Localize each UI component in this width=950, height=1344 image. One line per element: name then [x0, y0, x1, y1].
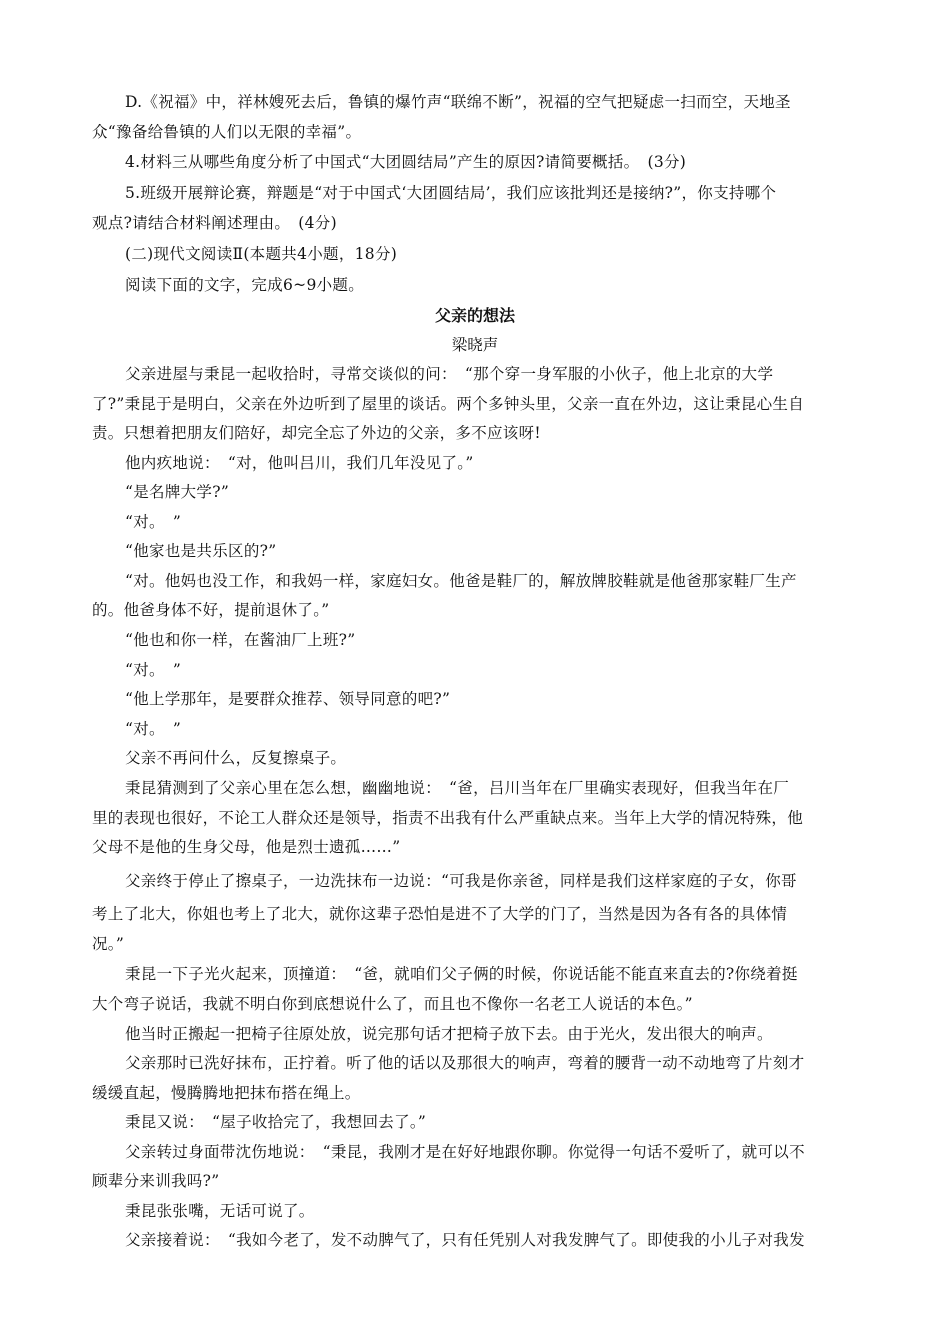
article-line: “他上学那年，是要群众推荐、领导同意的吧?” [125, 690, 451, 708]
article-line: 况。” [92, 935, 125, 953]
option-d-line-2: 众“豫备给鲁镇的人们以无限的幸福”。 [92, 123, 362, 141]
article-title: 父亲的想法 [434, 306, 515, 325]
article-line: 父亲进屋与秉昆一起收拾时，寻常交谈似的问： “那个穿一身军服的小伙子，他上北京的大学 [125, 365, 774, 383]
article-line: 父亲接着说： “我如今老了，发不动脾气了，只有任凭别人对我发脾气了。即使我的小儿子对我发 [125, 1231, 805, 1249]
article-author: 梁晓声 [451, 336, 499, 354]
article-line: 考上了北大，你姐也考上了北大，就你这辈子恐怕是进不了大学的门了，当然是因为各有各的具体情 [92, 905, 788, 923]
article-line: 了?”秉昆于是明白，父亲在外边听到了屋里的谈话。两个多钟头里，父亲一直在外边，这让秉昆心生自 [92, 395, 805, 413]
article-line: “对。 ” [125, 513, 182, 531]
article-line: 秉昆一下子光火起来，顶撞道： “爸，就咱们父子俩的时候，你说话能不能直来直去的?你绕着挺 [125, 965, 798, 983]
article-line: “对。 ” [125, 661, 182, 679]
article-line: 秉昆猜测到了父亲心里在怎么想，幽幽地说： “爸，吕川当年在厂里确实表现好，但我当年在厂 [125, 779, 790, 797]
article-line: “对。他妈也没工作，和我妈一样，家庭妇女。他爸是鞋厂的，解放牌胶鞋就是他爸那家鞋厂生产 [125, 572, 797, 590]
question-5-line-2: 观点?请结合材料阐述理由。 (4分) [92, 214, 337, 232]
article-line: 秉昆又说： “屋子收拾完了，我想回去了。” [125, 1113, 427, 1131]
question-4: 4.材料三从哪些角度分析了中国式“大团圆结局”产生的原因?请简要概括。 (3分) [125, 153, 687, 171]
article-line: 父母不是他的生身父母，他是烈士遗孤……” [92, 838, 401, 856]
article-line: 秉昆张张嘴，无话可说了。 [125, 1202, 315, 1220]
article-line: “他也和你一样，在酱油厂上班?” [125, 631, 356, 649]
article-line: 缓缓直起，慢腾腾地把抹布搭在绳上。 [92, 1084, 361, 1102]
article-line: 里的表现也很好，不论工人群众还是领导，指责不出我有什么严重缺点来。当年上大学的情况特殊，他 [92, 809, 804, 827]
section-heading: (二)现代文阅读Ⅱ(本题共4小题，18分) [125, 245, 398, 263]
article-line: 父亲不再问什么，反复擦桌子。 [125, 749, 347, 767]
option-d-line-1: D.《祝福》中，祥林嫂死去后，鲁镇的爆竹声“联绵不断”，祝福的空气把疑虑一扫而空，天地圣 [125, 93, 791, 111]
article-line: “是名牌大学?” [125, 483, 230, 501]
article-line: 责。只想着把朋友们陪好，却完全忘了外边的父亲，多不应该呀! [92, 424, 541, 442]
article-line: 顾辈分来训我吗?” [92, 1172, 220, 1190]
article-line: 父亲转过身面带沈伤地说： “秉昆，我刚才是在好好地跟你聊。你觉得一句话不爱听了，就可以不 [125, 1143, 805, 1161]
article-line: “他家也是共乐区的?” [125, 542, 277, 560]
article-line: 父亲那时已洗好抹布，正拧着。听了他的话以及那很大的响声，弯着的腰背一动不动地弯了片刻才 [125, 1054, 805, 1072]
article-line: 他内疚地说： “对，他叫吕川，我们几年没见了。” [125, 454, 474, 472]
article-line: 大个弯子说话，我就不明白你到底想说什么了，而且也不像你一名老工人说话的本色。” [92, 995, 693, 1013]
article-line: 的。他爸身体不好，提前退休了。” [92, 601, 330, 619]
article-line: 父亲终于停止了擦桌子，一边洗抹布一边说：“可我是你亲爸，同样是我们这样家庭的子女，你哥 [125, 872, 797, 890]
reading-instruction: 阅读下面的文字，完成6~9小题。 [125, 276, 365, 294]
article-line: 他当时正搬起一把椅子往原处放，说完那句话才把椅子放下去。由于光火，发出很大的响声。 [125, 1025, 773, 1043]
article-line: “对。 ” [125, 720, 182, 738]
question-5-line-1: 5.班级开展辩论赛，辩题是“对于中国式‘大团圆结局’，我们应该批判还是接纳?”，你支持哪个 [125, 184, 777, 202]
